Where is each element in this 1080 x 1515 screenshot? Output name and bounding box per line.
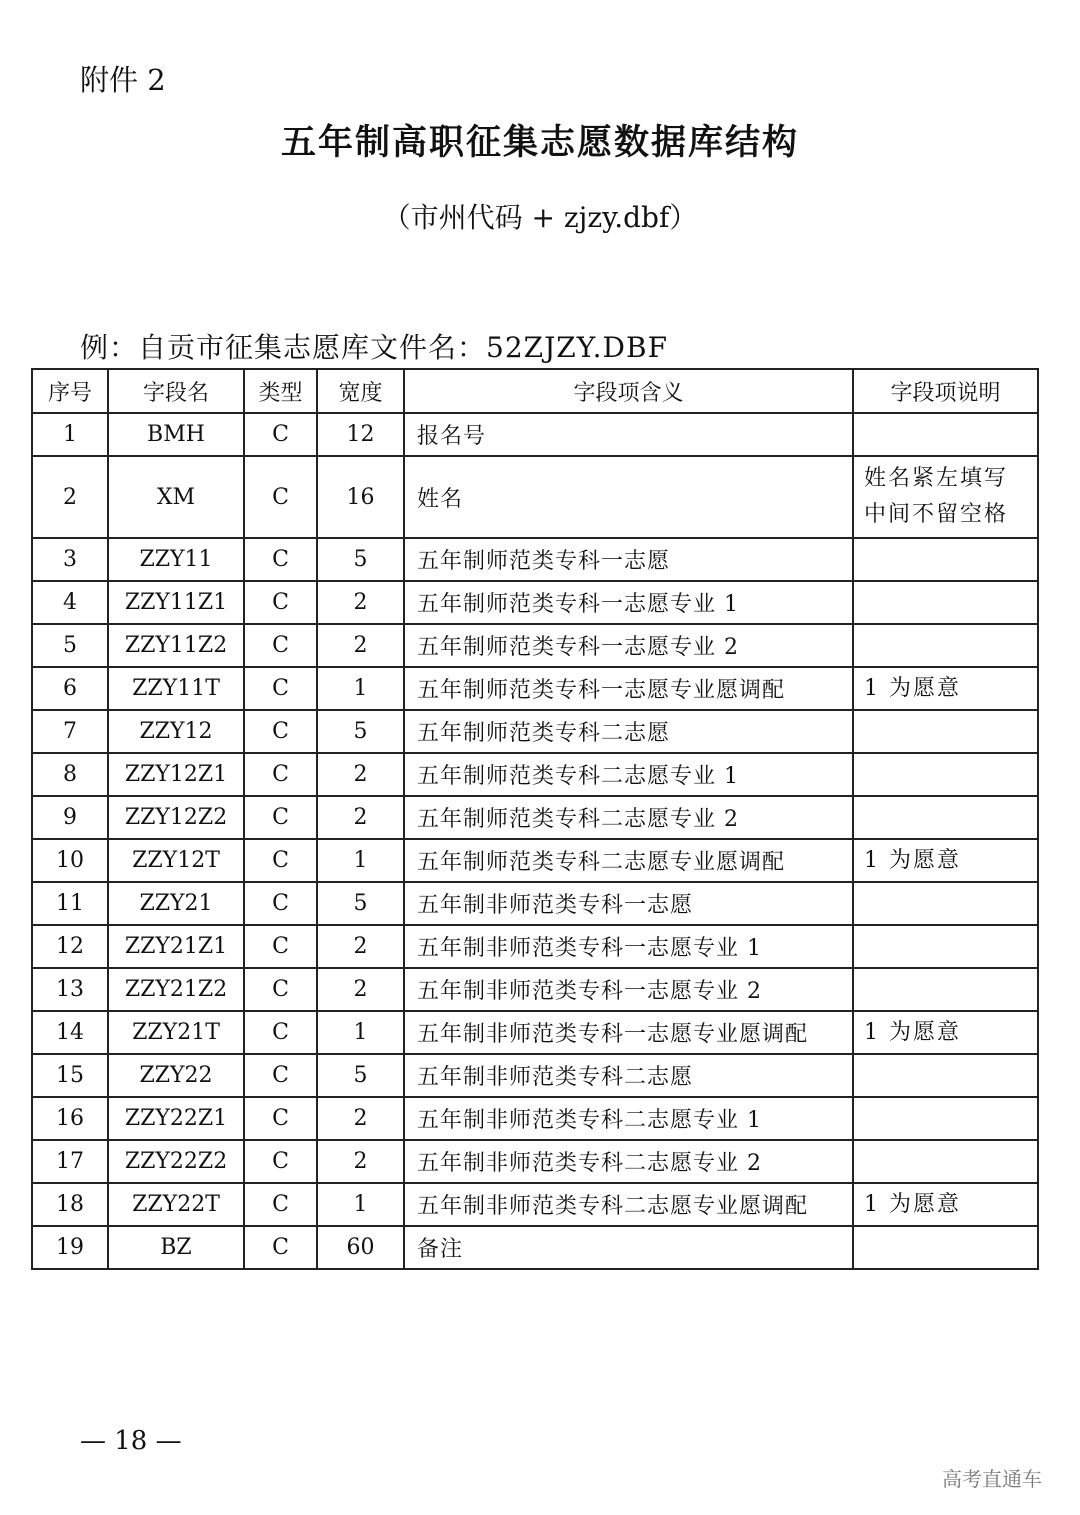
cell-meaning: 五年制师范类专科二志愿: [404, 710, 853, 753]
table-row: [32, 581, 1038, 624]
cell-width: 5: [317, 1054, 404, 1097]
table-row: [32, 1097, 1038, 1140]
cell-type: C: [244, 538, 317, 581]
cell-note: [853, 968, 1038, 1011]
cell-note: [853, 796, 1038, 839]
cell-note: [853, 710, 1038, 753]
cell-width: 5: [317, 538, 404, 581]
cell-meaning: 五年制非师范类专科一志愿: [404, 882, 853, 925]
cell-meaning: 五年制非师范类专科二志愿专业 2: [404, 1140, 853, 1183]
cell-note: 姓名紧左填写 中间不留空格: [853, 456, 1038, 538]
cell-note: 1 为愿意: [853, 667, 1038, 710]
cell-field-name: ZZY22: [108, 1054, 244, 1097]
table-row: [32, 925, 1038, 968]
cell-type: C: [244, 413, 317, 456]
document-title: 五年制高职征集志愿数据库结构: [280, 123, 799, 163]
cell-field-name: ZZY11Z2: [108, 624, 244, 667]
cell-width: 2: [317, 753, 404, 796]
cell-field-name: ZZY22Z2: [108, 1140, 244, 1183]
cell-type: C: [244, 882, 317, 925]
header-field-name: 字段名: [108, 369, 244, 413]
cell-type: C: [244, 1054, 317, 1097]
cell-index: 16: [32, 1097, 108, 1140]
cell-meaning: 五年制师范类专科一志愿专业愿调配: [404, 667, 853, 710]
cell-field-name: ZZY21Z2: [108, 968, 244, 1011]
header-width: 宽度: [317, 369, 404, 413]
cell-width: 2: [317, 968, 404, 1011]
field-structure-table: [31, 368, 1039, 1270]
table-row: [32, 1011, 1038, 1054]
cell-field-name: ZZY21T: [108, 1011, 244, 1054]
cell-width: 5: [317, 882, 404, 925]
cell-note: [853, 1140, 1038, 1183]
cell-index: 10: [32, 839, 108, 882]
table-row: [32, 753, 1038, 796]
cell-type: C: [244, 667, 317, 710]
cell-field-name: ZZY21: [108, 882, 244, 925]
cell-note: [853, 925, 1038, 968]
cell-field-name: XM: [108, 456, 244, 538]
cell-field-name: ZZY22T: [108, 1183, 244, 1226]
cell-meaning: 备注: [404, 1226, 853, 1269]
cell-meaning: 五年制师范类专科一志愿: [404, 538, 853, 581]
table-row: [32, 538, 1038, 581]
cell-field-name: BMH: [108, 413, 244, 456]
cell-note: [853, 753, 1038, 796]
cell-index: 11: [32, 882, 108, 925]
cell-meaning: 五年制师范类专科一志愿专业 2: [404, 624, 853, 667]
cell-note: [853, 1097, 1038, 1140]
table-row: [32, 1226, 1038, 1269]
cell-meaning: 五年制非师范类专科一志愿专业愿调配: [404, 1011, 853, 1054]
cell-type: C: [244, 1140, 317, 1183]
cell-index: 12: [32, 925, 108, 968]
cell-field-name: ZZY12Z1: [108, 753, 244, 796]
cell-width: 2: [317, 1097, 404, 1140]
cell-meaning: 五年制师范类专科二志愿专业 1: [404, 753, 853, 796]
cell-meaning: 报名号: [404, 413, 853, 456]
cell-type: C: [244, 968, 317, 1011]
cell-width: 2: [317, 624, 404, 667]
cell-width: 1: [317, 839, 404, 882]
cell-meaning: 五年制非师范类专科二志愿专业愿调配: [404, 1183, 853, 1226]
cell-index: 15: [32, 1054, 108, 1097]
cell-width: 2: [317, 925, 404, 968]
cell-width: 2: [317, 581, 404, 624]
cell-index: 19: [32, 1226, 108, 1269]
header-note: 字段项说明: [853, 369, 1038, 413]
cell-note: 1 为愿意: [853, 839, 1038, 882]
cell-index: 8: [32, 753, 108, 796]
header-type: 类型: [244, 369, 317, 413]
cell-type: C: [244, 839, 317, 882]
cell-meaning: 五年制非师范类专科一志愿专业 1: [404, 925, 853, 968]
table-body: [32, 413, 1038, 1269]
cell-index: 3: [32, 538, 108, 581]
cell-type: C: [244, 581, 317, 624]
cell-type: C: [244, 624, 317, 667]
table-row: [32, 968, 1038, 1011]
example-filename: 例：自贡市征集志愿库文件名：52ZJZY.DBF: [80, 331, 668, 364]
cell-index: 17: [32, 1140, 108, 1183]
cell-width: 12: [317, 413, 404, 456]
cell-field-name: ZZY11Z1: [108, 581, 244, 624]
header-index: 序号: [32, 369, 108, 413]
table-row: [32, 1054, 1038, 1097]
cell-note: [853, 1226, 1038, 1269]
cell-meaning: 五年制非师范类专科二志愿: [404, 1054, 853, 1097]
cell-field-name: ZZY12Z2: [108, 796, 244, 839]
table-row: [32, 839, 1038, 882]
cell-meaning: 五年制非师范类专科二志愿专业 1: [404, 1097, 853, 1140]
cell-index: 14: [32, 1011, 108, 1054]
cell-note: [853, 624, 1038, 667]
cell-note: [853, 413, 1038, 456]
cell-width: 1: [317, 667, 404, 710]
table-row: [32, 624, 1038, 667]
cell-index: 13: [32, 968, 108, 1011]
table-row: [32, 456, 1038, 538]
document-subtitle: （市州代码 + zjzy.dbf）: [382, 201, 698, 234]
cell-width: 1: [317, 1011, 404, 1054]
cell-index: 2: [32, 456, 108, 538]
cell-index: 4: [32, 581, 108, 624]
cell-field-name: BZ: [108, 1226, 244, 1269]
cell-type: C: [244, 796, 317, 839]
cell-note: [853, 581, 1038, 624]
cell-width: 2: [317, 1140, 404, 1183]
cell-field-name: ZZY12T: [108, 839, 244, 882]
cell-width: 2: [317, 796, 404, 839]
cell-type: C: [244, 1183, 317, 1226]
cell-meaning: 姓名: [404, 456, 853, 538]
page-number: — 18 —: [80, 1426, 182, 1456]
cell-width: 16: [317, 456, 404, 538]
cell-type: C: [244, 1097, 317, 1140]
cell-note: [853, 1054, 1038, 1097]
cell-type: C: [244, 456, 317, 538]
cell-field-name: ZZY11T: [108, 667, 244, 710]
cell-index: 1: [32, 413, 108, 456]
cell-note: 1 为愿意: [853, 1183, 1038, 1226]
cell-width: 60: [317, 1226, 404, 1269]
cell-note: [853, 882, 1038, 925]
cell-index: 7: [32, 710, 108, 753]
cell-width: 1: [317, 1183, 404, 1226]
cell-meaning: 五年制师范类专科一志愿专业 1: [404, 581, 853, 624]
cell-index: 5: [32, 624, 108, 667]
cell-type: C: [244, 1011, 317, 1054]
cell-type: C: [244, 710, 317, 753]
cell-type: C: [244, 1226, 317, 1269]
table-row: [32, 1140, 1038, 1183]
cell-type: C: [244, 753, 317, 796]
table-row: [32, 882, 1038, 925]
cell-index: 9: [32, 796, 108, 839]
cell-meaning: 五年制师范类专科二志愿专业 2: [404, 796, 853, 839]
cell-meaning: 五年制师范类专科二志愿专业愿调配: [404, 839, 853, 882]
table-row: [32, 667, 1038, 710]
watermark: 高考直通车: [942, 1467, 1042, 1491]
cell-field-name: ZZY21Z1: [108, 925, 244, 968]
cell-type: C: [244, 925, 317, 968]
header-meaning: 字段项含义: [404, 369, 853, 413]
table-row: [32, 413, 1038, 456]
cell-field-name: ZZY22Z1: [108, 1097, 244, 1140]
table-row: [32, 796, 1038, 839]
cell-field-name: ZZY11: [108, 538, 244, 581]
cell-index: 18: [32, 1183, 108, 1226]
cell-note: 1 为愿意: [853, 1011, 1038, 1054]
table-row: [32, 710, 1038, 753]
cell-meaning: 五年制非师范类专科一志愿专业 2: [404, 968, 853, 1011]
cell-width: 5: [317, 710, 404, 753]
table-header-row: [32, 369, 1038, 413]
cell-index: 6: [32, 667, 108, 710]
table-row: [32, 1183, 1038, 1226]
cell-field-name: ZZY12: [108, 710, 244, 753]
attachment-label: 附件 2: [80, 63, 166, 97]
cell-note: [853, 538, 1038, 581]
